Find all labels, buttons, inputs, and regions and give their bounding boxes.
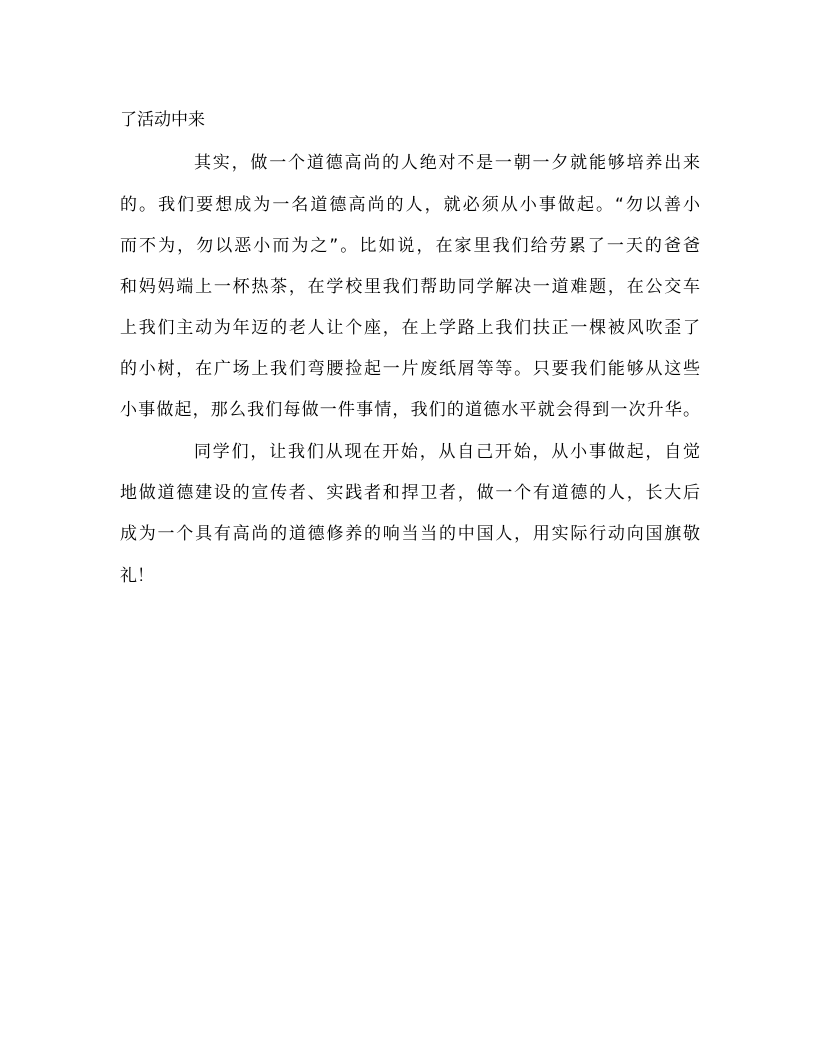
text-line: 小事做起，那么我们每做一件事情，我们的道德水平就会得到一次升华。: [120, 400, 700, 420]
text-line: 礼！: [120, 566, 154, 586]
text-line: 的小树，在广场上我们弯腰捡起一片废纸屑等等。只要我们能够从这些: [120, 359, 700, 379]
text-line: 而不为，勿以恶小而为之”。比如说，在家里我们给劳累了一天的爸爸: [120, 236, 700, 256]
paragraph-first-line: 同学们，让我们从现在开始，从自己开始，从小事做起，自觉: [194, 442, 700, 462]
text-line: 了活动中来: [120, 110, 205, 130]
paragraph-first-line: 其实，做一个道德高尚的人绝对不是一朝一夕就能够培养出来: [194, 153, 700, 173]
text-line: 成为一个具有高尚的道德修养的响当当的中国人，用实际行动向国旗敬: [120, 524, 700, 544]
text-line: 地做道德建设的宣传者、实践者和捍卫者，做一个有道德的人，长大后: [120, 483, 700, 503]
text-line: 的。我们要想成为一名道德高尚的人，就必须从小事做起。“勿以善小: [120, 195, 700, 215]
text-line: 和妈妈端上一杯热茶，在学校里我们帮助同学解决一道难题，在公交车: [120, 277, 700, 297]
text-line: 上我们主动为年迈的老人让个座，在上学路上我们扶正一棵被风吹歪了: [120, 318, 700, 338]
